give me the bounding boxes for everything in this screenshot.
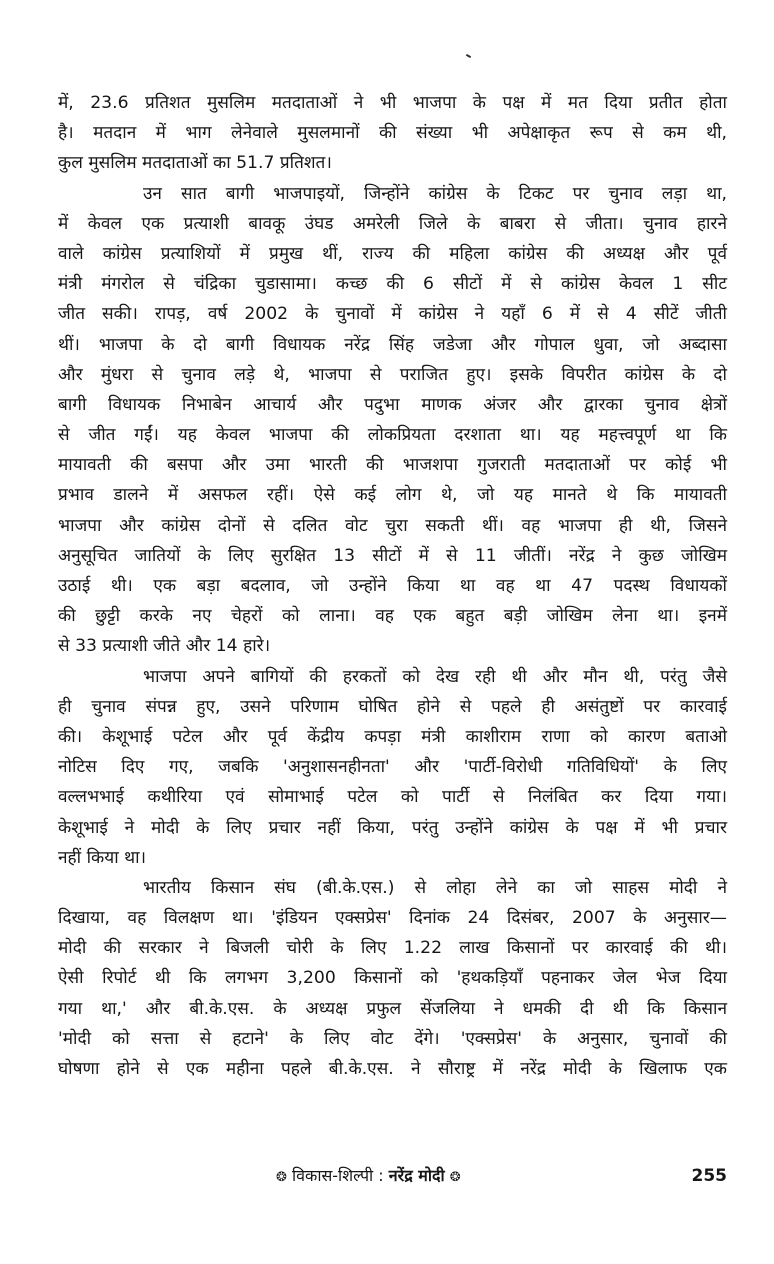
text-line: थीं। भाजपा के दो बागी विधायक नरेंद्र सिंह जडेजा और गोपाल धुवा, जो अब्दासा [58,334,727,355]
text-line: वाले कांग्रेस प्रत्याशियों में प्रमुख थीं, राज्य की महिला कांग्रेस की अध्यक्ष और पूर्व [58,243,727,264]
text-line: नहीं किया था। [58,847,147,868]
text-line: दिखाया, वह विलक्षण था। 'इंडियन एक्सप्रेस' दिनांक 24 दिसंबर, 2007 के अनुसार— [58,908,727,929]
text-line: की छुट्टी करके नए चेहरों को लाना। वह एक बहुत बड़ी जोखिम लेना था। इनमें [58,606,727,627]
text-line: उठाई थी। एक बड़ा बदलाव, जो उन्होंने किया था वह था 47 पदस्थ विधायकों [58,576,727,596]
text-line: भारतीय किसान संघ (बी.के.एस.) से लोहा लेने का जो साहस मोदी ने [143,877,727,898]
text-line: भाजपा अपने बागियों की हरकतों को देख रही थी और मौन थी, परंतु जैसे [143,666,727,687]
text-line: गया था,' और बी.के.एस. के अध्यक्ष प्रफुल सेंजलिया ने धमकी दी थी कि किसान [58,998,727,1019]
text-line: और मुंधरा से चुनाव लड़े थे, भाजपा से पराजित हुए। इसके विपरीत कांग्रेस के दो [58,364,727,385]
text-line: केशूभाई ने मोदी के लिए प्रचार नहीं किया, परंतु उन्होंने कांग्रेस के पक्ष में भी प्रचार [58,817,727,838]
text-line: 'मोदी को सत्ता से हटाने' के लिए वोट देंगे। 'एक्सप्रेस' के अनुसार, चुनावों की [58,1028,727,1049]
book-subject: नरेंद्र मोदी [388,1166,445,1185]
text-line: कुल मुसलिम मतदाताओं का 51.7 प्रतिशत। [58,153,332,174]
text-line: मंत्री मंगरोल से चंद्रिका चुडासामा। कच्छ की 6 सीटों में से कांग्रेस केवल 1 सीट [58,274,727,295]
text-line: मोदी की सरकार ने बिजली चोरी के लिए 1.22 लाख किसानों पर कारवाई की थी। [58,938,727,959]
text-line: जीत सकी। रापड़, वर्ष 2002 के चुनावों में कांग्रेस ने यहाँ 6 में से 4 सीटें जीती [58,304,727,325]
text-line: प्रभाव डालने में असफल रहीं। ऐसे कई लोग थे, जो यह मानते थे कि मायावती [58,485,727,506]
text-line: घोषणा होने से एक महीना पहले बी.के.एस. ने सौराष्ट्र में नरेंद्र मोदी के खिलाफ एक [58,1059,727,1079]
page-number: 255 [691,1166,727,1186]
text-line: से जीत गईं। यह केवल भाजपा की लोकप्रियता दरशाता था। यह महत्त्वपूर्ण था कि [58,425,727,446]
text-line: वल्लभभाई कथीरिया एवं सोमाभाई पटेल को पार्टी से निलंबित कर दिया गया। [58,787,727,808]
text-line: उन सात बागी भाजपाइयों, जिन्होंने कांग्रेस के टिकट पर चुनाव लड़ा था, [143,183,727,204]
stray-print-mark [466,54,471,58]
flower-ornament-icon: ❂ [449,1170,461,1185]
text-line: से 33 प्रत्याशी जीते और 14 हारे। [58,636,271,657]
running-footer [276,1164,461,1190]
text-line: अनुसूचित जातियों के लिए सुरक्षित 13 सीटों में से 11 जीतीं। नरेंद्र ने कुछ जोखिम [58,545,727,566]
text-line: बागी विधायक निभाबेन आचार्य और पदुभा माणक अंजर और द्वारका चुनाव क्षेत्रों [58,394,727,415]
text-line: ऐसी रिपोर्ट थी कि लगभग 3,200 किसानों को 'हथकड़ियाँ पहनाकर जेल भेज दिया [58,968,727,989]
text-line: में, 23.6 प्रतिशत मुसलिम मतदाताओं ने भी भाजपा के पक्ष में मत दिया प्रतीत होता [58,93,727,113]
flower-ornament-icon: ❂ [276,1170,287,1185]
body-text [58,88,727,1084]
text-line: ही चुनाव संपन्न हुए, उसने परिणाम घोषित होने से पहले ही असंतुष्टों पर कारवाई [58,696,727,717]
text-line: नोटिस दिए गए, जबकि 'अनुशासनहीनता' और 'पार्टी-विरोधी गतिविधियों' के लिए [58,757,727,778]
text-line: मायावती की बसपा और उमा भारती की भाजशपा गुजराती मतदाताओं पर कोई भी [58,455,727,476]
text-line: है। मतदान में भाग लेनेवाले मुसलमानों की संख्या भी अपेक्षाकृत रूप से कम थी, [58,123,727,144]
book-title: विकास-शिल्पी : [292,1166,384,1185]
text-line: की। केशूभाई पटेल और पूर्व केंद्रीय कपड़ा मंत्री काशीराम राणा को कारण बताओ [58,726,727,747]
text-line: भाजपा और कांग्रेस दोनों से दलित वोट चुरा सकती थीं। वह भाजपा ही थी, जिसने [58,515,727,536]
text-line: में केवल एक प्रत्याशी बावकू उंघड अमरेली जिले के बाबरा से जीता। चुनाव हारने [58,213,727,234]
page-footer [0,1164,774,1188]
